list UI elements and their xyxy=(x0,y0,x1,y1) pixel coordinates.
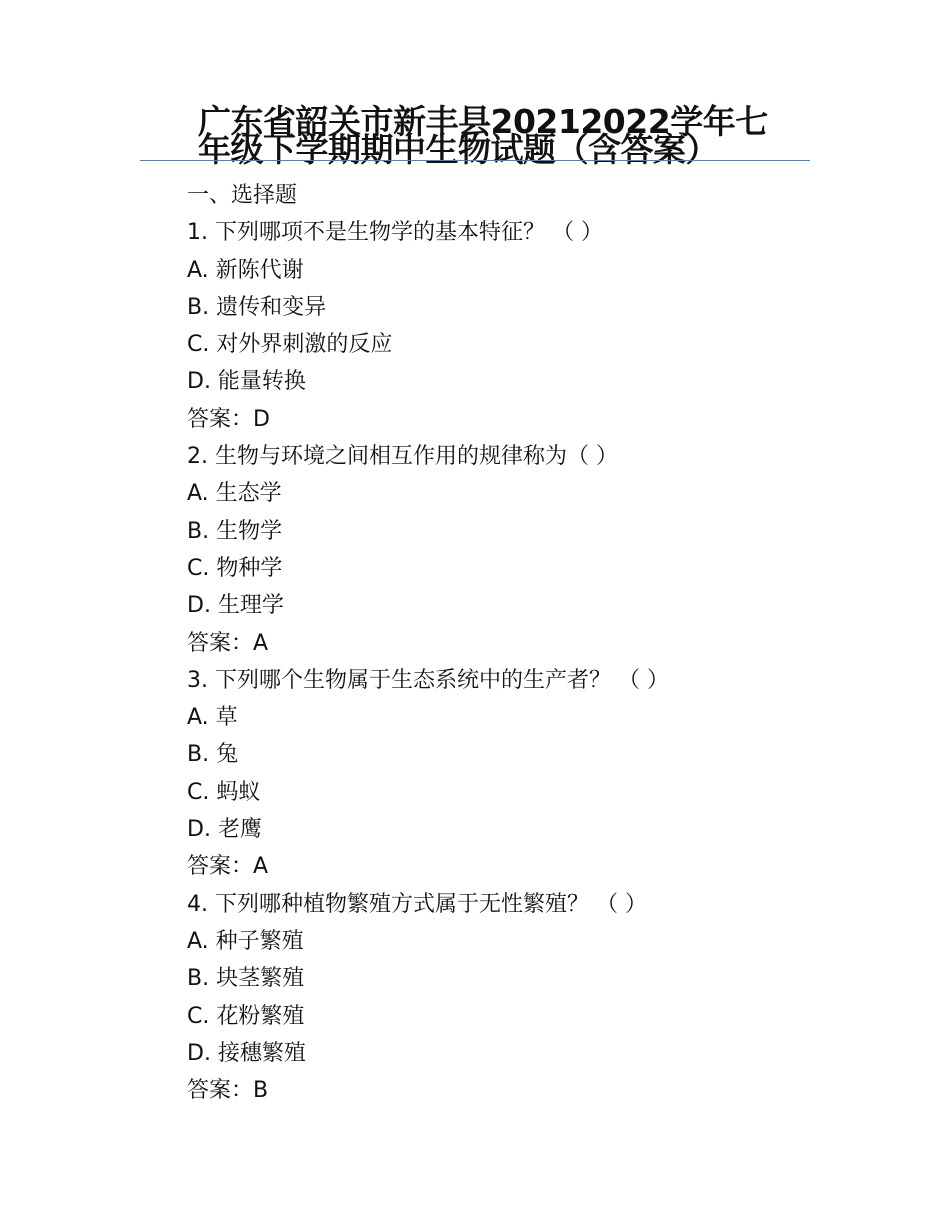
option-d: D. 接穗繁殖 xyxy=(187,1040,306,1066)
section-heading: 一、选择题 xyxy=(187,183,298,208)
option-b: B. 遗传和变异 xyxy=(187,294,327,320)
option-a: A. 草 xyxy=(187,705,238,731)
option-c: C. 蚂蚁 xyxy=(187,779,261,805)
option-a: A. 种子繁殖 xyxy=(187,928,304,954)
option-c: C. 花粉繁殖 xyxy=(187,1003,305,1029)
question-block-3 xyxy=(187,662,827,886)
answer-text: 答案：A xyxy=(187,854,269,880)
option-b: B. 块茎繁殖 xyxy=(187,966,305,992)
option-d: D. 老鹰 xyxy=(187,817,262,843)
question-text: 3. 下列哪个生物属于生态系统中的生产者？ （ ） xyxy=(187,667,669,693)
question-block-4 xyxy=(187,886,827,1110)
question-text: 1. 下列哪项不是生物学的基本特征？ （ ） xyxy=(187,220,603,246)
answer-text: 答案：A xyxy=(187,630,269,656)
answer-text: 答案：D xyxy=(187,406,270,432)
option-c: C. 物种学 xyxy=(187,555,283,581)
option-a: A. 生态学 xyxy=(187,481,282,507)
question-text: 2. 生物与环境之间相互作用的规律称为（ ） xyxy=(187,444,618,470)
option-b: B. 兔 xyxy=(187,742,239,768)
option-b: B. 生物学 xyxy=(187,518,283,544)
title-underline-divider xyxy=(140,160,810,161)
option-d: D. 生理学 xyxy=(187,593,284,619)
question-list xyxy=(187,177,827,1109)
document-title xyxy=(198,102,810,169)
question-block-2 xyxy=(187,438,827,662)
option-d: D. 能量转换 xyxy=(187,369,306,395)
option-a: A. 新陈代谢 xyxy=(187,257,304,283)
option-c: C. 对外界刺激的反应 xyxy=(187,332,393,358)
question-text: 4. 下列哪种植物繁殖方式属于无性繁殖？ （ ） xyxy=(187,891,647,917)
answer-text: 答案：B xyxy=(187,1078,269,1104)
document-title-line-2: 年级下学期期中生物试题（含答案） xyxy=(198,130,718,169)
document-title-line-1: 广东省韶关市新丰县20212022学年七 xyxy=(198,102,768,141)
question-block-1 xyxy=(187,214,827,438)
